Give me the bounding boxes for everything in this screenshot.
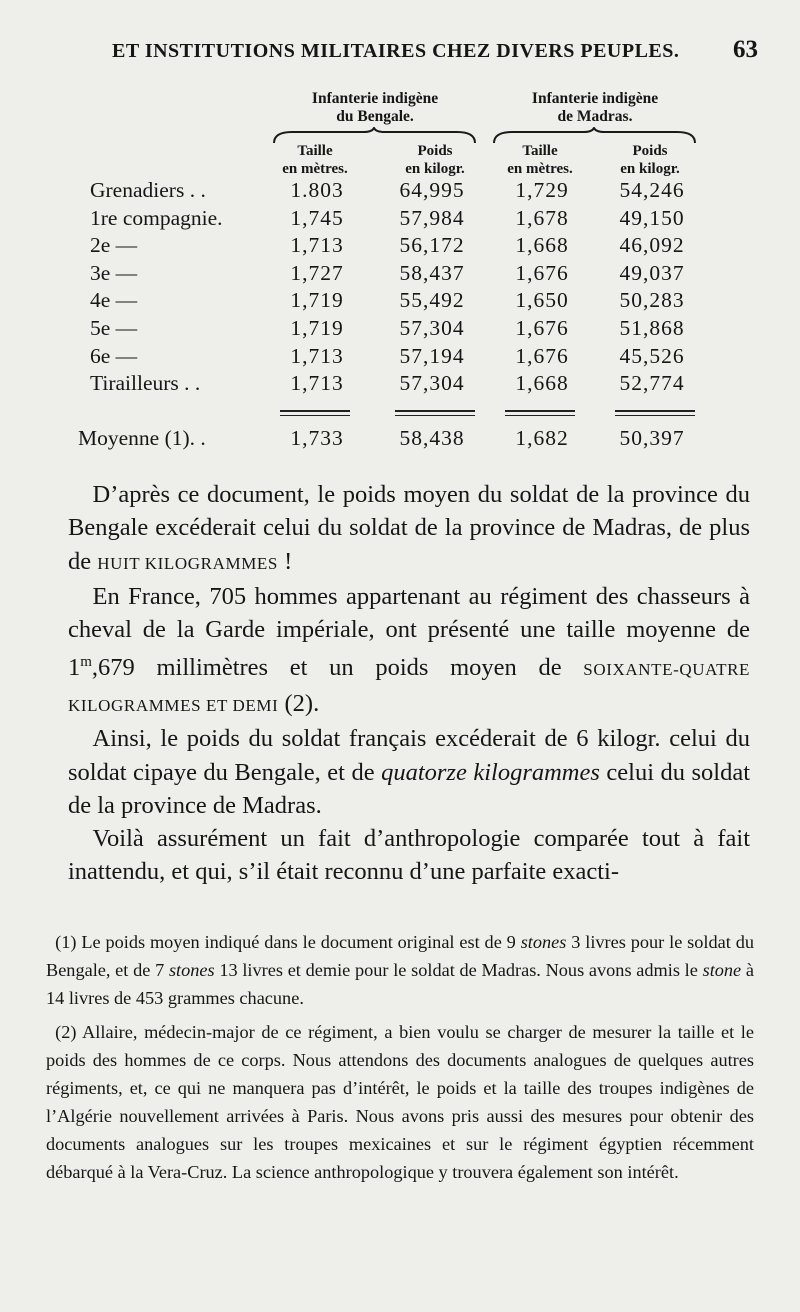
table-cell: 1,729 bbox=[515, 178, 569, 202]
col-header-line: Taille bbox=[297, 143, 333, 159]
sum-rule bbox=[395, 415, 475, 416]
text-run: (1) Le poids moyen indiqué dans le document original est de 9 bbox=[55, 932, 521, 952]
row-label: 2e — bbox=[90, 233, 138, 258]
average-cell: 58,438 bbox=[399, 426, 465, 450]
text-run: Ainsi, le poids du soldat français excéderait de 6 kilogr. celui du soldat cipaye du Bengale, et de bbox=[68, 725, 750, 786]
text-run: stone bbox=[702, 960, 742, 980]
table-cell: 54,246 bbox=[619, 178, 685, 202]
table-cell: 1.803 bbox=[290, 178, 344, 202]
table-cell: 57,984 bbox=[399, 205, 465, 230]
average-cell: 50,397 bbox=[619, 426, 685, 450]
col-header-poids-madras bbox=[595, 142, 705, 178]
text-run: stones bbox=[168, 960, 215, 980]
row-label: 6e — bbox=[90, 343, 138, 368]
table-cell: 51,868 bbox=[619, 316, 685, 340]
table-cell: 56,172 bbox=[399, 233, 465, 258]
main-text bbox=[68, 478, 750, 889]
sum-rule bbox=[505, 410, 575, 412]
row-label: 4e — bbox=[90, 288, 138, 313]
text-run: quatorze kilogrammes bbox=[381, 758, 600, 786]
text-run: à 14 livres de 453 grammes chacune. bbox=[46, 960, 755, 1008]
sum-rule bbox=[505, 415, 575, 416]
table-cell: 49,037 bbox=[619, 260, 685, 285]
paragraph bbox=[68, 822, 750, 889]
table-cell: 57,304 bbox=[399, 371, 465, 396]
table-cell: 1,676 bbox=[515, 260, 569, 285]
average-label: Moyenne (1). . bbox=[78, 426, 206, 450]
table-cell: 1,668 bbox=[515, 371, 569, 396]
group-header-line: Infanterie indigène bbox=[311, 90, 439, 107]
paragraph bbox=[68, 580, 750, 722]
col-header-line: Poids bbox=[417, 143, 453, 159]
table-cell: 55,492 bbox=[399, 288, 465, 313]
paragraph bbox=[68, 478, 750, 580]
table-cell: 52,774 bbox=[619, 371, 685, 396]
sum-rule bbox=[615, 410, 695, 412]
table-cell: 64,995 bbox=[399, 178, 465, 202]
running-header bbox=[68, 36, 758, 70]
page-number: 63 bbox=[733, 36, 758, 63]
table-cell: 49,150 bbox=[619, 205, 685, 230]
group-header-line: de Madras. bbox=[557, 108, 633, 125]
table-cell: 1,727 bbox=[290, 260, 344, 285]
col-header-line: en kilogr. bbox=[405, 161, 465, 177]
col-header-line: Taille bbox=[522, 143, 558, 159]
average-cell: 1,682 bbox=[515, 426, 569, 450]
sum-rule bbox=[395, 410, 475, 412]
table-cell: 1,668 bbox=[515, 233, 569, 258]
text-run: celui du soldat de la province de Madras. bbox=[68, 758, 751, 819]
table-cell: 1,719 bbox=[290, 288, 344, 313]
table-cell: 45,526 bbox=[619, 343, 685, 368]
text-run: Voilà assurément un fait d’anthropologie comparée tout à fait inattendu, et qui, s’il était reconnu d’une parfaite exacti- bbox=[68, 825, 750, 886]
table-cell: 58,437 bbox=[399, 260, 465, 285]
table-cell: 46,092 bbox=[619, 233, 685, 258]
col-header-poids-bengal bbox=[380, 142, 490, 178]
text-run: D’après ce document, le poids moyen du soldat de la province du Bengale excéderait celui du soldat de la province de Madras, de plus de bbox=[68, 481, 750, 575]
group-header-madras bbox=[510, 90, 680, 126]
col-header-line: Poids bbox=[632, 143, 668, 159]
row-label: 1re compagnie. bbox=[90, 205, 223, 230]
text-run: ! bbox=[277, 547, 293, 575]
footnote-1 bbox=[46, 928, 754, 1012]
row-label: Tirailleurs . . bbox=[90, 371, 201, 396]
stature-weight-table bbox=[0, 80, 800, 470]
group-header-line: du Bengale. bbox=[336, 108, 414, 125]
text-run: En France, 705 hommes appartenant au régiment des chasseurs à cheval de la Garde impériale, ont présenté une taille moyenne de 1 bbox=[68, 582, 750, 682]
running-title: ET INSTITUTIONS MILITAIRES CHEZ DIVERS PEUPLES. bbox=[112, 40, 680, 62]
table-cell: 57,304 bbox=[399, 316, 465, 340]
sum-rule bbox=[280, 415, 350, 416]
paragraph bbox=[68, 722, 750, 822]
text-run: HUIT KILOGRAMMES bbox=[97, 553, 278, 573]
text-run: ,679 millimètres et un poids moyen de bbox=[91, 654, 584, 682]
text-run: m bbox=[80, 654, 92, 671]
table-cell: 1,713 bbox=[290, 343, 344, 368]
col-header-taille-madras bbox=[485, 142, 595, 178]
group-header-line: Infanterie indigène bbox=[531, 90, 659, 107]
col-header-line: en mètres. bbox=[507, 161, 573, 177]
group-header-bengal bbox=[290, 90, 460, 126]
sum-rule bbox=[615, 415, 695, 416]
text-run: 13 livres et demie pour le soldat de Madras. Nous avons admis le bbox=[214, 960, 703, 980]
col-header-line: en kilogr. bbox=[620, 161, 680, 177]
row-label: 5e — bbox=[90, 316, 138, 340]
text-run: SOIXANTE-QUATRE KILOGRAMMES ET DEMI bbox=[68, 660, 750, 715]
table-cell: 1,713 bbox=[290, 233, 344, 258]
text-run: (2). bbox=[278, 689, 320, 717]
average-cell: 1,733 bbox=[290, 426, 344, 450]
table-cell: 1,650 bbox=[515, 288, 569, 313]
col-header-taille-bengal bbox=[260, 142, 370, 178]
table-cell: 50,283 bbox=[619, 288, 685, 313]
table-cell: 1,676 bbox=[515, 343, 569, 368]
table-cell: 57,194 bbox=[399, 343, 465, 368]
table-cell: 1,745 bbox=[290, 205, 344, 230]
footnotes bbox=[46, 928, 754, 1186]
text-run: (2) Allaire, médecin-major de ce régiment, a bien voulu se charger de mesurer la taille et le poids des hommes de ce corps. Nous attendons des documents analogues de quelques autres régiments, et, ce qui ne manquera pas d’intérêt, le poids et la taille des troupes indigènes de l’Algérie nouvellement arrivées à Paris. Nous avons pris aussi des mesures pour obtenir des documents analogues sur les troupes mexicaines et sur le régiment égyptien récemment débarqué à la Vera-Cruz. La science anthropologique y trouvera également son intérêt. bbox=[46, 1022, 754, 1182]
table-cell: 1,713 bbox=[290, 371, 344, 396]
text-run: 3 livres pour le soldat du Bengale, et de 7 bbox=[46, 932, 754, 980]
table-cell: 1,678 bbox=[515, 205, 569, 230]
text-run: stones bbox=[520, 932, 567, 952]
row-label: 3e — bbox=[90, 260, 138, 285]
footnote-2 bbox=[46, 1018, 754, 1186]
row-label: Grenadiers . . bbox=[90, 178, 206, 202]
col-header-line: en mètres. bbox=[282, 161, 348, 177]
table-cell: 1,676 bbox=[515, 316, 569, 340]
table-cell: 1,719 bbox=[290, 316, 344, 340]
sum-rule bbox=[280, 410, 350, 412]
